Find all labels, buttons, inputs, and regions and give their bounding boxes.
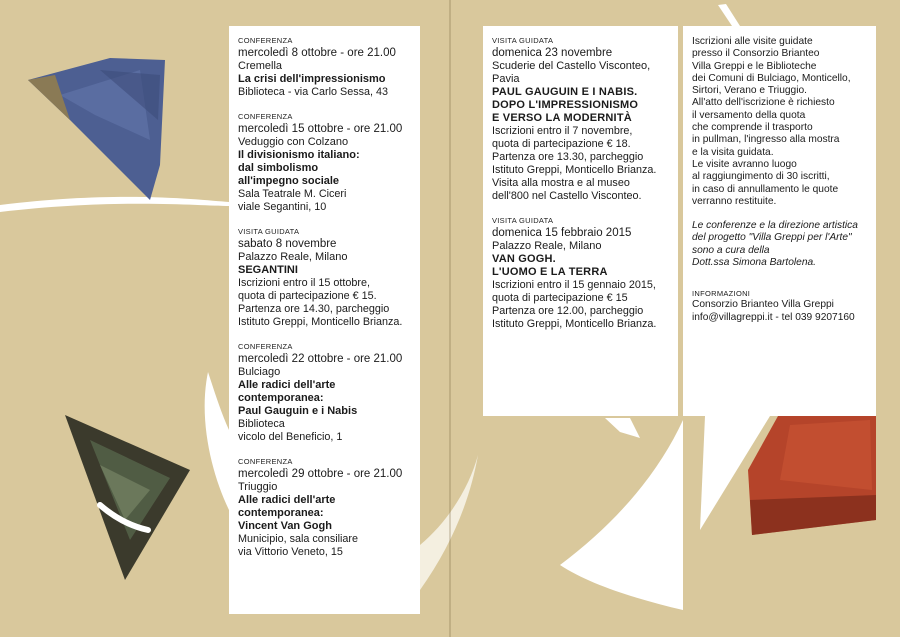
event-title: Il divisionismo italiano: [238, 149, 360, 161]
event-item [238, 112, 411, 214]
white-swoosh-middle [205, 372, 229, 510]
event-type: VISITA GUIDATA [492, 36, 554, 45]
event-datetime: mercoledì 8 ottobre - ore 21.00 [238, 47, 396, 59]
event-place: Palazzo Reale, Milano [238, 251, 348, 263]
event-detail: vicolo del Beneficio, 1 [238, 431, 343, 443]
event-detail: Istituto Greppi, Monticello Brianza. [492, 164, 657, 176]
event-detail: Partenza ore 12.00, parcheggio [492, 305, 644, 317]
event-datetime: mercoledì 22 ottobre - ore 21.00 [238, 353, 403, 365]
info-label: INFORMAZIONI [692, 289, 751, 299]
event-title: PAUL GAUGUIN E I NABIS. [492, 86, 638, 98]
text-line: Dott.ssa Simona Bartolena. [692, 257, 817, 269]
event-datetime: sabato 8 novembre [238, 238, 337, 250]
event-item [238, 342, 411, 444]
event-datetime: mercoledì 29 ottobre - ore 21.00 [238, 468, 403, 480]
contact-text [692, 299, 867, 324]
text-line: e la visita guidata. [692, 146, 774, 158]
event-place: Bulciago [238, 366, 281, 378]
event-type: CONFERENZA [238, 36, 293, 45]
event-place: Scuderie del Castello Visconteo, [492, 60, 651, 72]
text-line: in pullman, l'ingresso alla mostra [692, 134, 840, 146]
text-line: Consorzio Brianteo Villa Greppi [692, 299, 834, 311]
text-line: dei Comuni di Bulciago, Monticello, [692, 72, 851, 84]
event-detail: quota di partecipazione € 15. [238, 290, 377, 302]
events-panel-left [229, 26, 420, 614]
event-type: VISITA GUIDATA [492, 216, 554, 225]
text-line: che comprende il trasporto [692, 122, 813, 134]
event-detail: Iscrizioni entro il 7 novembre, [492, 125, 633, 137]
event-title: DOPO L'IMPRESSIONISMO [492, 99, 639, 111]
event-detail: Iscrizioni entro il 15 ottobre, [238, 277, 371, 289]
event-detail: Municipio, sala consiliare [238, 533, 359, 545]
event-detail: Biblioteca [238, 418, 285, 430]
event-detail: Biblioteca - via Carlo Sessa, 43 [238, 86, 389, 98]
white-sliver-bottom [605, 418, 640, 438]
event-item [238, 227, 411, 329]
event-title: VAN GOGH. [492, 253, 556, 265]
event-detail: viale Segantini, 10 [238, 201, 327, 213]
event-title: La crisi dell'impressionismo [238, 73, 386, 85]
event-title: E VERSO LA MODERNITÀ [492, 112, 632, 124]
text-line: verranno restituite. [692, 195, 777, 207]
event-title: all'impegno sociale [238, 175, 340, 187]
event-place: Palazzo Reale, Milano [492, 240, 602, 252]
event-detail: via Vittorio Veneto, 15 [238, 546, 343, 558]
white-sliver-top [718, 4, 740, 26]
event-type: VISITA GUIDATA [238, 227, 300, 236]
event-type: CONFERENZA [238, 342, 293, 351]
event-place: Cremella [238, 60, 283, 72]
text-line: al raggiungimento di 30 iscritti, [692, 171, 830, 183]
text-line: del progetto "Villa Greppi per l'Arte" [692, 232, 852, 244]
event-detail: quota di partecipazione € 15 [492, 292, 628, 304]
events-panel-middle [483, 26, 678, 416]
event-detail: Iscrizioni entro il 15 gennaio 2015, [492, 279, 656, 291]
event-item [238, 457, 411, 559]
event-title: SEGANTINI [238, 264, 298, 276]
event-title: Paul Gauguin e i Nabis [238, 405, 358, 417]
event-type: CONFERENZA [238, 457, 293, 466]
text-line: Villa Greppi e le Biblioteche [692, 60, 817, 72]
event-item [492, 36, 669, 203]
event-detail: Istituto Greppi, Monticello Brianza. [492, 318, 657, 330]
fold-line [449, 0, 451, 637]
event-detail: dell'800 nel Castello Visconteo. [492, 190, 642, 202]
event-title: Vincent Van Gogh [238, 520, 332, 532]
text-line: All'atto dell'iscrizione è richiesto [692, 97, 835, 109]
event-detail: Partenza ore 13.30, parcheggio [492, 151, 644, 163]
text-line: in caso di annullamento le quote [692, 183, 839, 195]
info-text [692, 36, 867, 208]
event-title: contemporanea: [238, 392, 324, 404]
text-line: presso il Consorzio Brianteo [692, 48, 820, 60]
event-title: dal simbolismo [238, 162, 319, 174]
text-line: Sirtori, Verano e Triuggio. [692, 85, 807, 97]
event-detail: Visita alla mostra e al museo [492, 177, 630, 189]
event-title: contemporanea: [238, 507, 324, 519]
event-type: CONFERENZA [238, 112, 293, 121]
event-title: L'UOMO E LA TERRA [492, 266, 608, 278]
event-detail: quota di partecipazione € 18. [492, 138, 631, 150]
white-swoosh-top [0, 197, 229, 212]
event-item [238, 36, 411, 99]
text-line: Le visite avranno luogo [692, 158, 797, 170]
text-line: sono a cura della [692, 244, 770, 256]
text-line: Iscrizioni alle visite guidate [692, 36, 813, 47]
text-line: Le conferenze e la direzione artistica [692, 220, 858, 232]
event-item [492, 216, 669, 331]
event-place: Pavia [492, 73, 520, 85]
event-datetime: domenica 15 febbraio 2015 [492, 227, 632, 239]
event-title: Alle radici dell'arte [238, 494, 336, 506]
event-detail: Istituto Greppi, Monticello Brianza. [238, 316, 403, 328]
event-place: Veduggio con Colzano [238, 136, 349, 148]
text-line: info@villagreppi.it - tel 039 9207160 [692, 311, 855, 323]
white-swoosh-center [560, 420, 683, 610]
info-panel-right [683, 26, 876, 416]
event-datetime: domenica 23 novembre [492, 47, 613, 59]
event-detail: Partenza ore 14.30, parcheggio [238, 303, 390, 315]
text-line: il versamento della quota [692, 109, 806, 121]
event-datetime: mercoledì 15 ottobre - ore 21.00 [238, 123, 403, 135]
credits-text [692, 220, 867, 269]
event-title: Alle radici dell'arte [238, 379, 336, 391]
event-detail: Sala Teatrale M. Ciceri [238, 188, 347, 200]
event-place: Triuggio [238, 481, 278, 493]
